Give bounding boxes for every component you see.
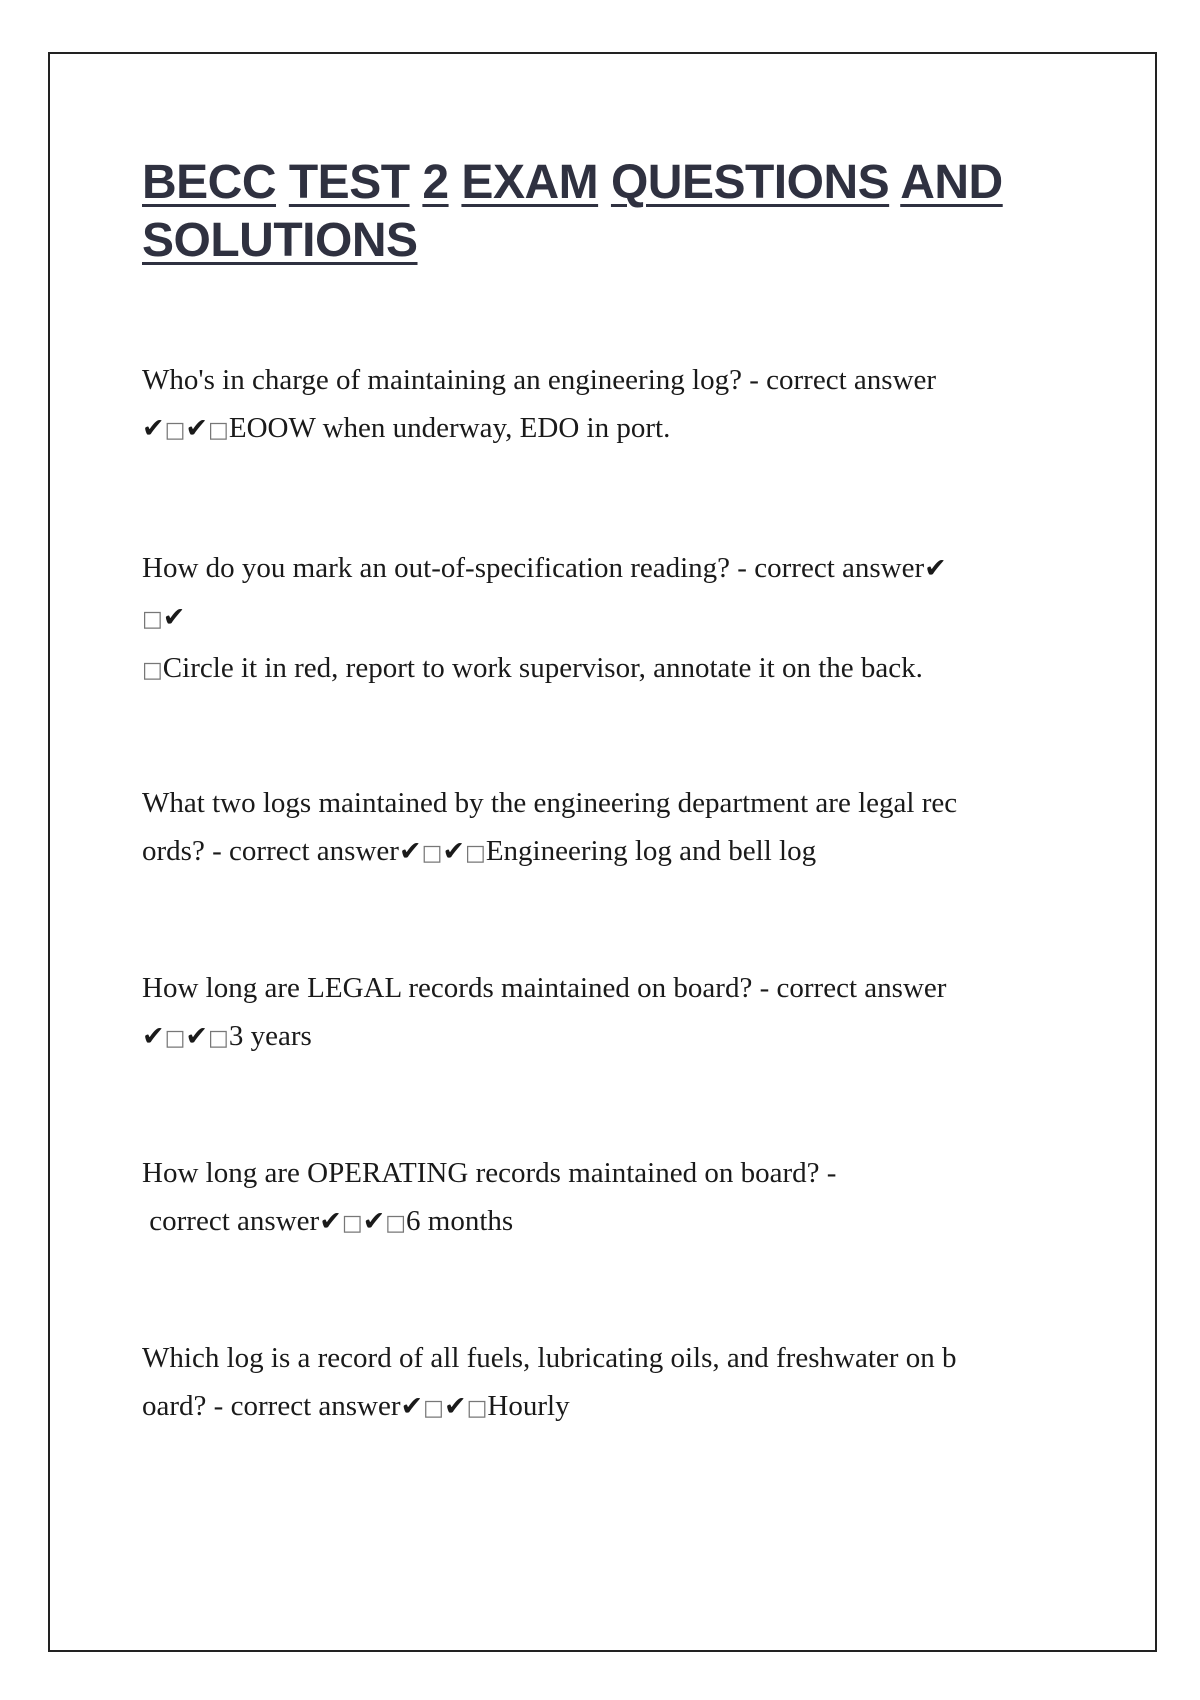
qa-answer-line: correct answer✔□✔□6 months [149, 1205, 514, 1237]
missing-glyph-box-icon: □ [142, 658, 163, 683]
qa-answer-line: ✔□✔□3 years [142, 1020, 312, 1052]
qa-item [142, 1149, 1072, 1248]
qa-answer-line: ords? - correct answer✔□✔□Engineering log and bell log [142, 835, 817, 867]
qa-item [142, 779, 1072, 878]
missing-glyph-box-icon: □ [466, 1396, 488, 1421]
title-word: 2 [422, 156, 449, 209]
check-mark-icon: ✔ [442, 836, 466, 867]
qa-question-line: How long are LEGAL records maintained on board? - correct answer [142, 972, 947, 1004]
check-mark-icon: ✔ [185, 1021, 209, 1052]
title-word: QUESTIONS [610, 156, 890, 209]
missing-glyph-box-icon: □ [385, 1211, 407, 1236]
missing-glyph-box-icon: □ [341, 1211, 363, 1236]
qa-answer-line: oard? - correct answer✔□✔□Hourly [142, 1390, 570, 1422]
title-word: EXAM [461, 156, 599, 209]
check-mark-icon: ✔ [162, 602, 186, 633]
qa-item [142, 1334, 1072, 1433]
title-word: TEST [288, 156, 410, 209]
missing-glyph-box-icon: □ [465, 841, 486, 866]
check-mark-icon: ✔ [400, 1391, 424, 1422]
missing-glyph-box-icon: □ [208, 1026, 229, 1051]
qa-answer-line [142, 593, 1072, 644]
qa-item [142, 356, 1072, 455]
check-mark-icon: ✔ [398, 836, 422, 867]
qa-question-line: How do you mark an out-of-specification reading? - correct answer✔ [142, 552, 947, 584]
qa-answer-line: □Circle it in red, report to work supervisor, annotate it on the back. [142, 652, 923, 684]
check-mark-icon: ✔ [443, 1391, 467, 1422]
qa-item [142, 544, 1072, 695]
title-word: SOLUTIONS [142, 214, 418, 267]
missing-glyph-box-icon: □ [421, 841, 443, 866]
check-mark-icon: ✔ [142, 1021, 165, 1052]
qa-item [142, 964, 1072, 1063]
qa-question-line: Who's in charge of maintaining an engineering log? - correct answer [142, 364, 937, 396]
document-title [142, 154, 1062, 270]
missing-glyph-box-icon: □ [164, 418, 186, 443]
check-mark-icon: ✔ [185, 413, 209, 444]
check-mark-icon: ✔ [142, 413, 165, 444]
missing-glyph-box-icon: □ [164, 1026, 186, 1051]
check-mark-icon: ✔ [319, 1206, 342, 1237]
qa-question-line: What two logs maintained by the engineering department are legal rec [142, 787, 958, 819]
qa-question-line: How long are OPERATING records maintained on board? - [142, 1157, 837, 1189]
title-word: AND [900, 156, 1003, 209]
qa-answer-line: ✔□✔□EOOW when underway, EDO in port. [142, 412, 671, 444]
qa-question-line: Which log is a record of all fuels, lubricating oils, and freshwater on b [142, 1342, 957, 1374]
document-page [48, 52, 1157, 1652]
missing-glyph-box-icon: □ [142, 607, 163, 632]
missing-glyph-box-icon: □ [423, 1396, 444, 1421]
check-mark-icon: ✔ [362, 1206, 386, 1237]
missing-glyph-box-icon: □ [208, 418, 229, 443]
title-word: BECC [142, 156, 277, 209]
check-mark-icon: ✔ [924, 553, 947, 584]
